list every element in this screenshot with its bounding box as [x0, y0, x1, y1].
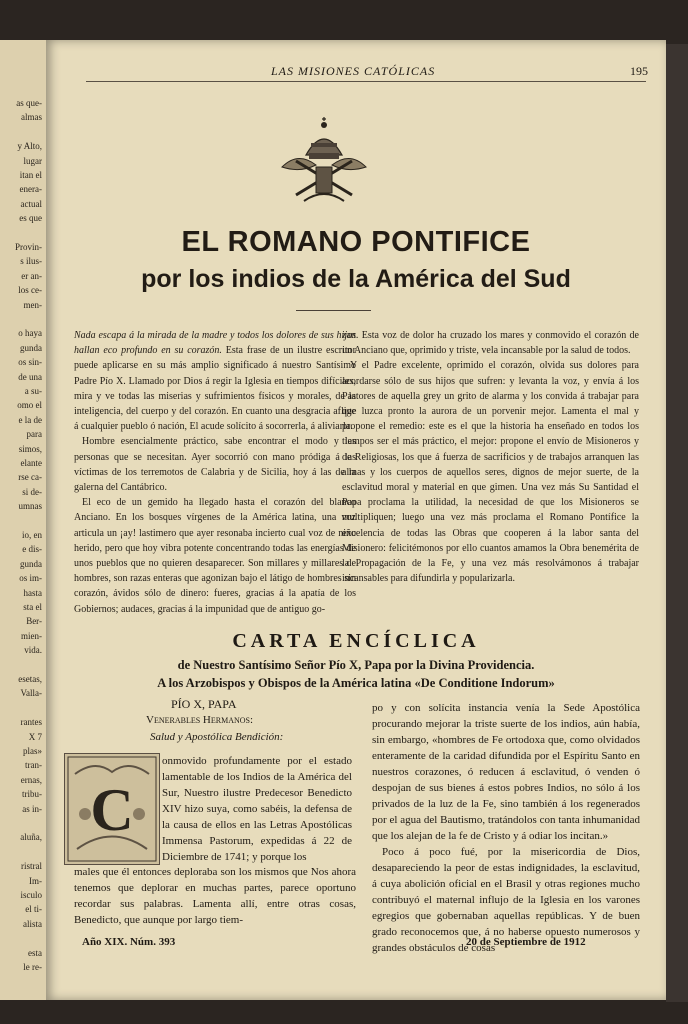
previous-page-fragment: sta el [23, 602, 42, 612]
previous-page-fragment: io, en [22, 530, 42, 540]
previous-page-fragment: os im- [19, 573, 42, 584]
previous-page-fragment: s ilus- [20, 256, 42, 267]
previous-page-fragment: Im- [29, 875, 42, 886]
previous-page-fragment: ristral [21, 861, 42, 872]
page-number: 195 [630, 64, 648, 78]
encyclical-subtitle: de Nuestro Santísimo Señor Pío X, Papa por la Divina Providencia. [177, 658, 535, 672]
previous-page-fragment: a su- [24, 386, 42, 396]
previous-page-fragment: los ce- [18, 285, 42, 296]
issue-number: Año XIX. Núm. 393 [82, 936, 176, 948]
previous-page-fragment: o haya [18, 328, 42, 339]
previous-page-fragment: ernas, [20, 774, 42, 785]
article-paragraph: Esta frase de un ilustre escritor puede aplicarse en su más amplio significado á nuestro Santísimo Padre Pío X. Llamado por Dios á regir la Iglesia en tiempos difíciles, mira y ve todas las miserias y sufrimientos físicos y morales, de la inteligencia, del cuerpo y del corazón. En cuanto una desgracia aflige á cualquier pueblo ó nación, El acude solícito á socorrerla, á aliviarla. [74, 345, 356, 433]
previous-page-fragment: rse ca- [18, 472, 42, 483]
book-edge [666, 44, 688, 1002]
magazine-page [46, 40, 666, 1000]
previous-page-fragment: para [26, 429, 42, 440]
previous-page-fragment: elante [20, 458, 42, 468]
previous-page-fragment: de una [18, 371, 42, 382]
previous-page-fragment: isculo [20, 890, 42, 900]
encyclical-addressees: A los Arzobispos y Obispos de la América latina «De Conditione Indorum» [157, 676, 555, 690]
previous-page-fragment: lugar [23, 155, 42, 166]
previous-page-fragment: si de- [22, 486, 42, 497]
previous-page-fragment: X 7 [28, 731, 42, 742]
previous-page-fragment: le re- [23, 962, 42, 972]
article-left-column [74, 328, 356, 617]
encyclical-text-wrapped: onmovido profundamente por el estado lamentable de los Indios de la América del Sur, Nuestro ilustre Predecesor Benedicto XIV hizo suya, como sabéis, la defensa de la causa de ellos en las Letras Apostólicas Immensa Pastorum, expedidas á 22 de Diciembre de 1741; y porque los [162, 755, 352, 863]
previous-page-fragment: omo el [17, 400, 42, 411]
previous-page-fragment: esta [28, 947, 42, 958]
previous-page-fragment: Valla- [20, 688, 42, 699]
initial-letter: C [90, 777, 134, 843]
previous-page-fragment: tran- [25, 760, 42, 771]
previous-page-fragment: alista [23, 918, 42, 929]
previous-page-fragment: os sin- [18, 357, 42, 368]
pope-name: PÍO X, PAPA [171, 697, 237, 711]
previous-page-fragment: enera- [19, 184, 42, 195]
previous-page-fragment: y Alto, [17, 141, 42, 152]
previous-page-fragment: e dis- [22, 544, 42, 555]
previous-page-fragment: almas [21, 112, 42, 123]
previous-page-fragment: e la de [18, 414, 42, 425]
previous-page-fragment: men- [23, 299, 42, 310]
article-paragraph: zan. Esta voz de dolor ha cruzado los mares y conmovido el corazón de un Anciano que, oprimido y triste, vela incansable por la salud de todos. [342, 330, 639, 357]
previous-page-fragment: er an- [21, 270, 42, 281]
article-paragraph: Hombre esencialmente práctico, sabe encontrar el modo y las personas que se necesitan. Ayer socorrió con mano pródiga á las víctimas de los terremotos de Calabria y de Sicilia, hoy á las de la galerna del Cantábrico. [74, 436, 356, 494]
encyclical-greeting: Venerables Hermanos: [146, 714, 254, 726]
papal-tiara-emblem-icon [276, 115, 372, 207]
previous-page-fragment: vida. [24, 645, 42, 656]
previous-page-fragment: plas» [23, 746, 42, 756]
previous-page-fragment: actual [20, 198, 42, 209]
previous-page-fragment: aluña, [20, 832, 42, 843]
encyclical-right-column [372, 700, 640, 956]
previous-page-fragment: hasta [23, 587, 42, 598]
previous-page-fragment: mien- [21, 630, 42, 641]
title-divider [296, 310, 371, 311]
previous-page-fragment: esetas, [18, 674, 42, 684]
previous-page-fragment: gunda [20, 558, 42, 569]
article-subtitle: por los indios de la América del Sud [141, 265, 571, 293]
previous-page-edge [0, 40, 48, 1000]
previous-page-fragment: simos, [18, 443, 42, 454]
article-epigraph: Nada escapa á la mirada de la madre y todos los dolores de sus hijos hallan eco profundo en su corazón. [74, 330, 356, 357]
previous-page-fragment: as in- [22, 803, 42, 814]
page-header [86, 63, 646, 82]
article-paragraph: El eco de un gemido ha llegado hasta el corazón del blanco Anciano. En los bosques vírgenes de la América latina, una voz articula un ¡ay! lastimero que ayer resonaba incierto cual voz de niño herido, pero que hoy vibra potente concentrando todas las energías de unos pueblos que no quieren desaparecer. Son millares y millares de hombres, son razas enteras que agonizan bajo el látigo de hombres sin corazón, ávidos sólo de dinero: fueres, gracias á la apatía de los Gobiernos; audaces, gracias á la impunidad que de antiguo go- [74, 497, 356, 615]
previous-page-fragment: el ti- [25, 904, 42, 915]
encyclical-paragraph: po y con solícita instancia venía la Sede Apostólica procurando mejorar la triste suerte de los indios, aún había, sin embargo, «hombres de Fe ortodoxa que, como olvidados enteramente de la caridad difundida por el Espíritu Santo en nuestros corazones, ó reducen á esclavitud, ó venden ó despojan de sus bienes á estos pobres Indios, no sólo á los privados de la luz de la Fe, sino también á los regenerados por el agua del Bautismo, tratándolos con tanta inhumanidad que los alejan de la fe de Cristo y á odiar los incitan.» [372, 702, 640, 842]
previous-page-fragment: umnas [18, 501, 42, 512]
encyclical-blessing: Salud y Apostólica Bendición: [150, 731, 284, 743]
decorated-initial-c [64, 753, 160, 865]
article-title: EL ROMANO PONTIFICE [181, 226, 531, 258]
previous-page-fragment: Ber- [26, 616, 42, 627]
previous-page-fragment: Provin- [15, 242, 42, 252]
article-right-column [342, 328, 639, 586]
previous-page-fragment: es que [19, 213, 42, 224]
encyclical-text-continued: males que él entonces deploraba son los mismos que Nos ahora tenemos que deplorar en muchas partes, parece oportuno recordar sus palabras. Lamenta allí, entre otras cosas, Benedicto, que aunque por largo tiem- [74, 866, 356, 926]
article-paragraph: Y el Padre excelente, oprimido el corazón, olvida sus dolores para acordarse sólo de sus hijos que sufren: y levanta la voz, y envía á los Pastores de aquella grey un grito de alarma y los convida á trabajar para que luzca pronto la aurora de un porvenir mejor. Lamenta el mal y propone el remedio: este es el que la historia ha enseñado en todos los tiempos ser el más práctico, el mejor: propone el envío de Misioneros y de Religiosas, los que á fuerza de sacrificios y de trabajos arranquen las almas y los cuerpos de aquellos seres, dignos de mejor suerte, de la esclavitud moral y material en que gimen. Una vez más Su Santidad el Papa proclama la utilidad, la necesidad de que los Misioneros se multipliquen; luego una vez más proclama el Romano Pontífice la excelencia de todas las Obras que cooperen á la labor santa del Misionero: felicitémonos por ello cuantos amamos la Obra benemérita de la Propagación de la Fe, y una vez más resolvámonos á trabajar incansables para difundirla y popularizarla. [342, 360, 639, 585]
encyclical-title: CARTA ENCÍCLICA [232, 630, 480, 652]
previous-page-fragment: rantes [20, 717, 42, 728]
previous-page-fragment: gunda [20, 342, 42, 353]
previous-page-fragment: tribu- [22, 789, 42, 800]
encyclical-paragraph: Poco á poco fué, por la misericordia de Dios, desapareciendo la peor de estas indignidades, la esclavitud, á cuya abolición oficial en el Brasil y otras regiones mucho contribuyó el maternal influjo de la Iglesia en los varones egregios que gobernaban aquellas repúblicas. Y de buen grado reconocemos que, á no haberse opuesto numerosos y grandes obstáculos de cosas [372, 846, 640, 954]
previous-page-fragment: itan el [19, 170, 42, 180]
running-title: LAS MISIONES CATÓLICAS [271, 64, 436, 78]
previous-page-fragment: as que- [16, 98, 42, 108]
issue-date: 20 de Septiembre de 1912 [466, 936, 586, 948]
